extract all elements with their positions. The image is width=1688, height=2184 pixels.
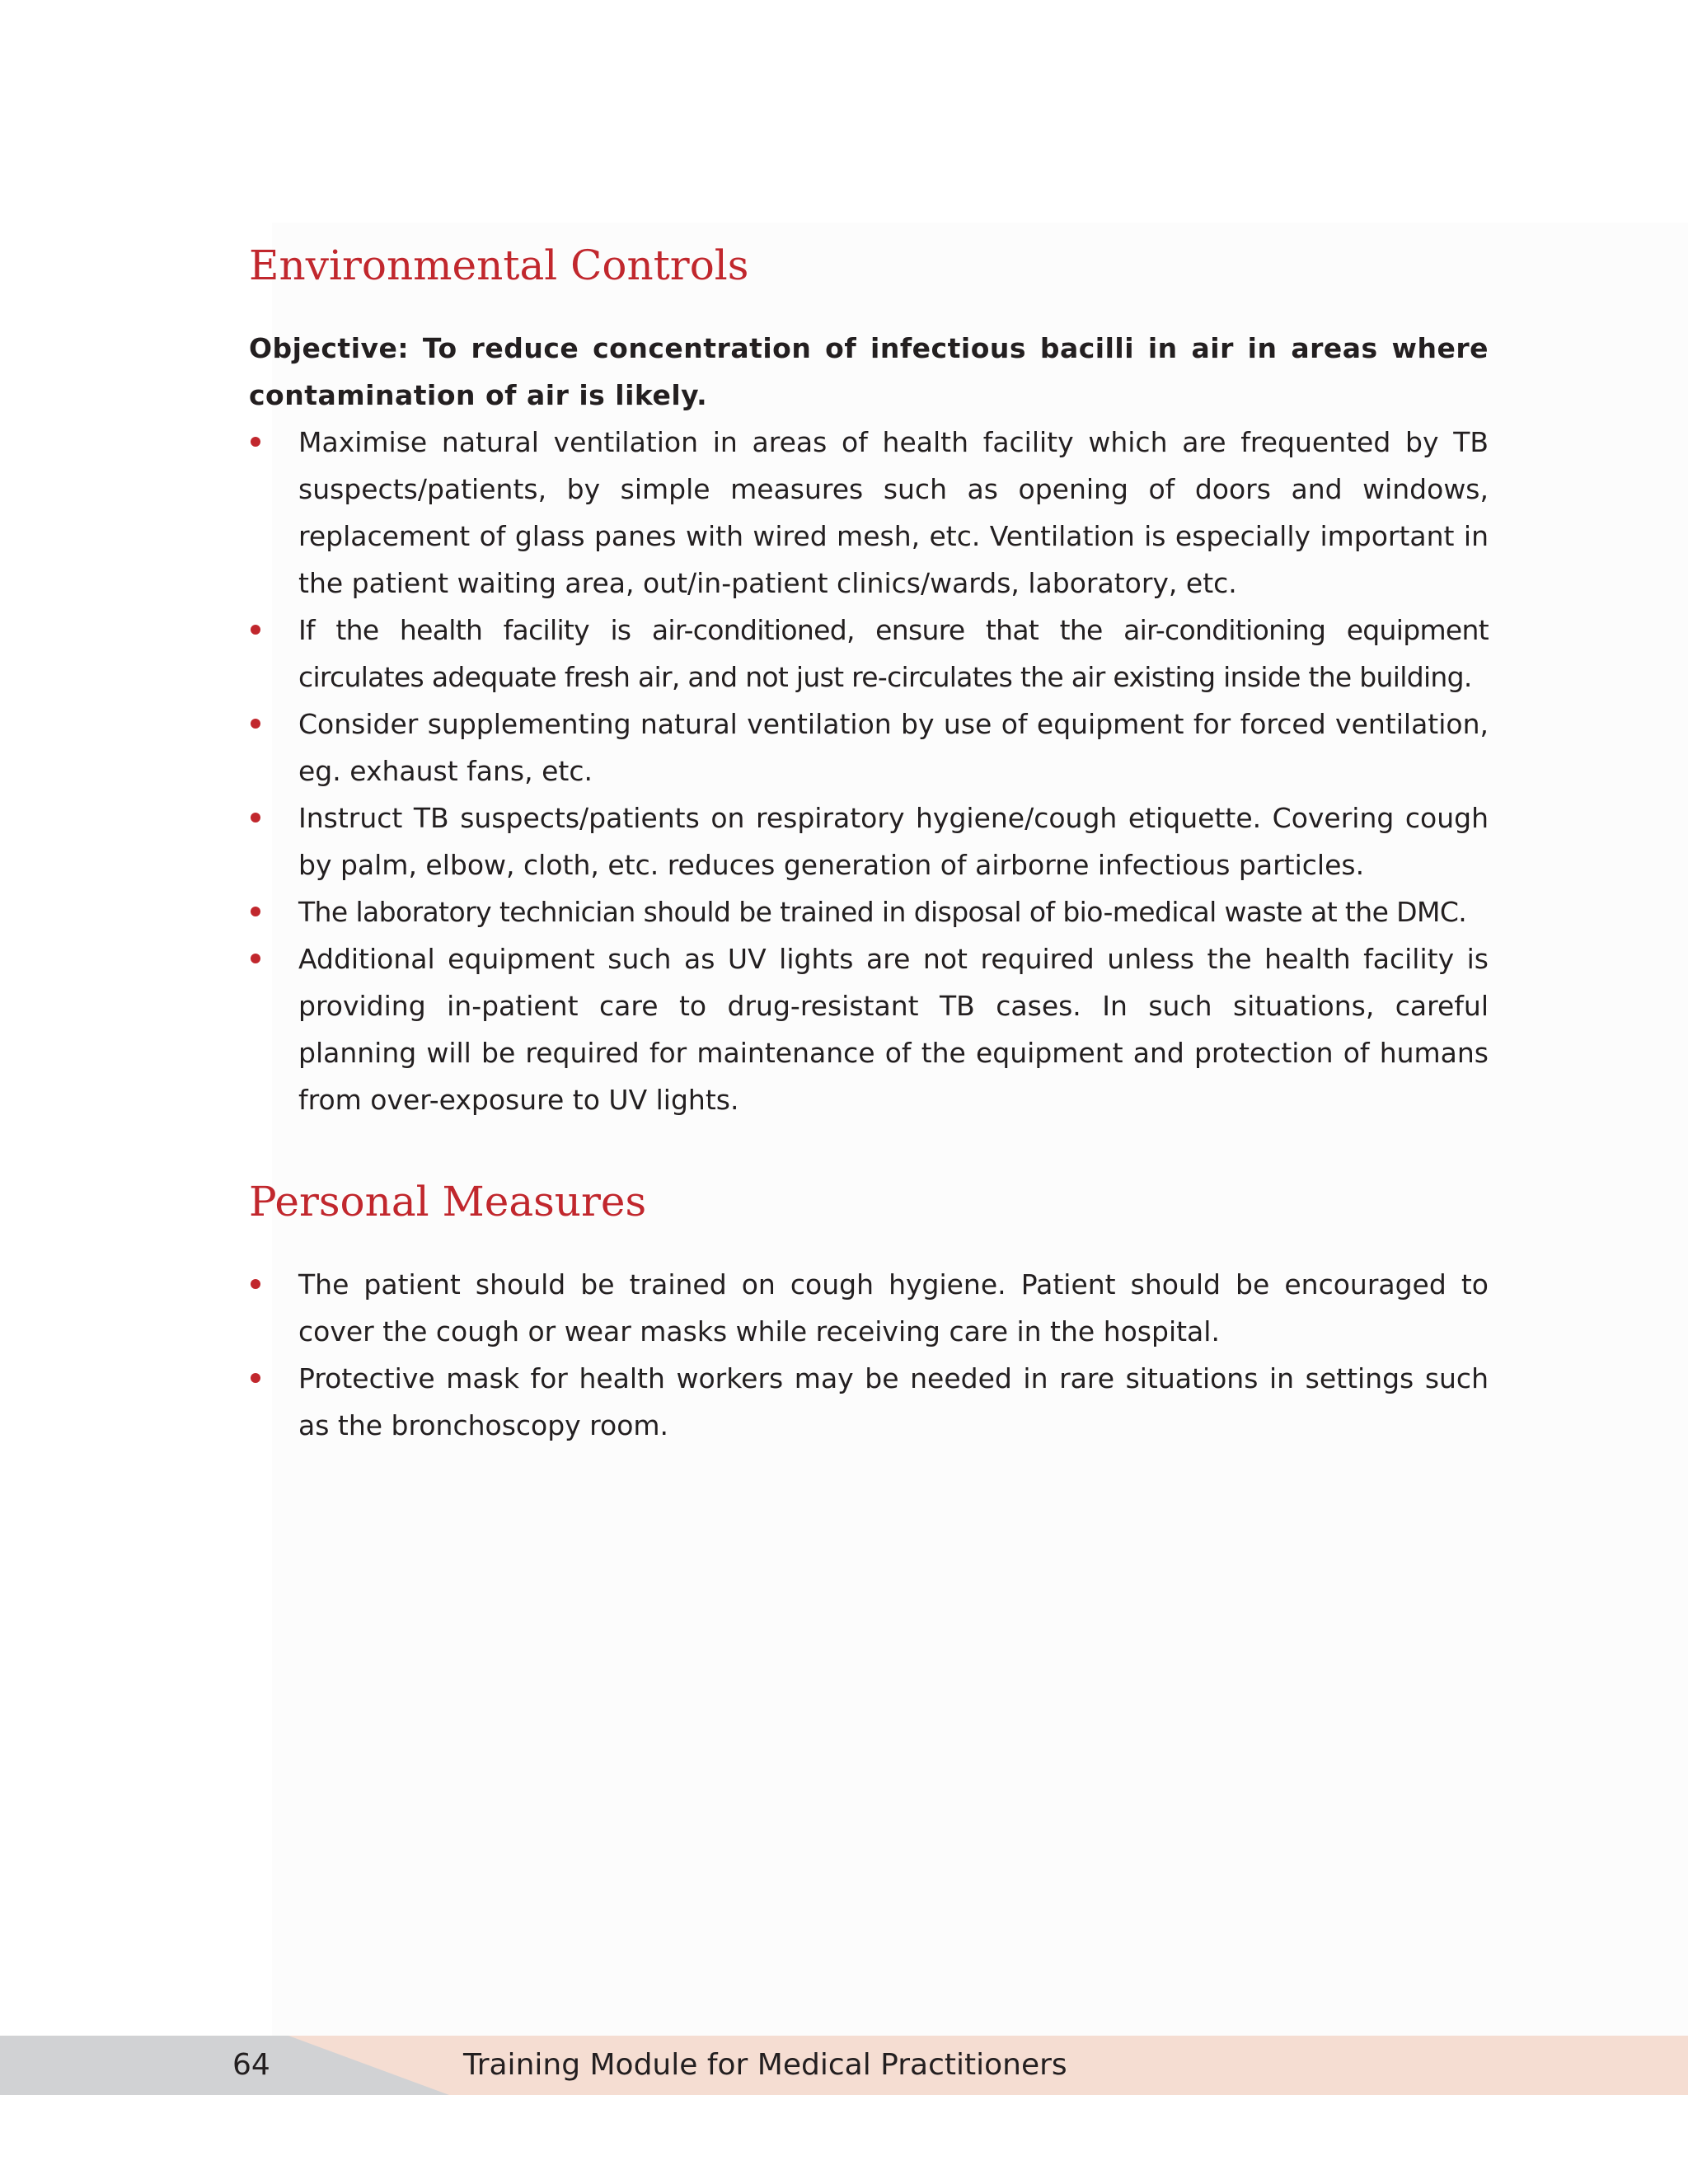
list-item-text: The patient should be trained on cough hygiene. Patient should be encouraged to cover the cough or wear masks while receiving care in the hospital. bbox=[298, 1268, 1489, 1347]
bullet-icon bbox=[251, 437, 260, 447]
section-heading-environmental-controls: Environmental Controls bbox=[249, 241, 749, 289]
list-item-text: If the health facility is air-conditioned, ensure that the air-conditioning equipment circulates adequate fresh air, and not just re-circulates the air existing inside the building. bbox=[298, 614, 1489, 693]
section-heading-personal-measures: Personal Measures bbox=[249, 1178, 647, 1226]
list-item-text: Protective mask for health workers may be needed in rare situations in settings such as the bronchoscopy room. bbox=[298, 1362, 1489, 1441]
list-item-text: Additional equipment such as UV lights are not required unless the health facility is providing in-patient care to drug-resistant TB cases. In such situations, careful planning will be required for maintenance of the equipment and protection of humans from over-exposure to UV lights. bbox=[298, 943, 1489, 1116]
bullet-icon bbox=[251, 1373, 260, 1383]
list-item bbox=[249, 419, 1489, 607]
list-item bbox=[249, 794, 1489, 888]
list-item bbox=[249, 888, 1489, 935]
list-item bbox=[249, 1261, 1489, 1355]
bullet-icon bbox=[251, 625, 260, 635]
list-item bbox=[249, 935, 1489, 1123]
list-item bbox=[249, 1355, 1489, 1449]
bullet-icon bbox=[251, 813, 260, 823]
environmental-controls-list bbox=[249, 419, 1489, 1123]
list-item bbox=[249, 607, 1489, 701]
list-item-text: Maximise natural ventilation in areas of health facility which are frequented by TB suspects/patients, by simple measures such as opening of doors and windows, replacement of glass panes with wired mesh, etc. Ventilation is especially important in the patient waiting area, out/in-patient clinics/wards, laboratory, etc. bbox=[298, 426, 1489, 599]
list-item-text: Consider supplementing natural ventilation by use of equipment for forced ventilation, eg. exhaust fans, etc. bbox=[298, 708, 1489, 787]
list-item bbox=[249, 701, 1489, 794]
bullet-icon bbox=[251, 907, 260, 916]
footer-title: Training Module for Medical Practitioners bbox=[463, 2048, 1067, 2082]
bullet-icon bbox=[251, 954, 260, 963]
bullet-icon bbox=[251, 1279, 260, 1289]
personal-measures-list bbox=[249, 1261, 1489, 1449]
list-item-text: Instruct TB suspects/patients on respiratory hygiene/cough etiquette. Covering cough by palm, elbow, cloth, etc. reduces generation of airborne infectious particles. bbox=[298, 802, 1489, 881]
page-number: 64 bbox=[232, 2048, 270, 2082]
bullet-icon bbox=[251, 719, 260, 729]
objective-statement: Objective: To reduce concentration of infectious bacilli in air in areas where contamination of air is likely. bbox=[249, 332, 1489, 411]
list-item-text: The laboratory technician should be trained in disposal of bio-medical waste at the DMC. bbox=[298, 896, 1467, 928]
